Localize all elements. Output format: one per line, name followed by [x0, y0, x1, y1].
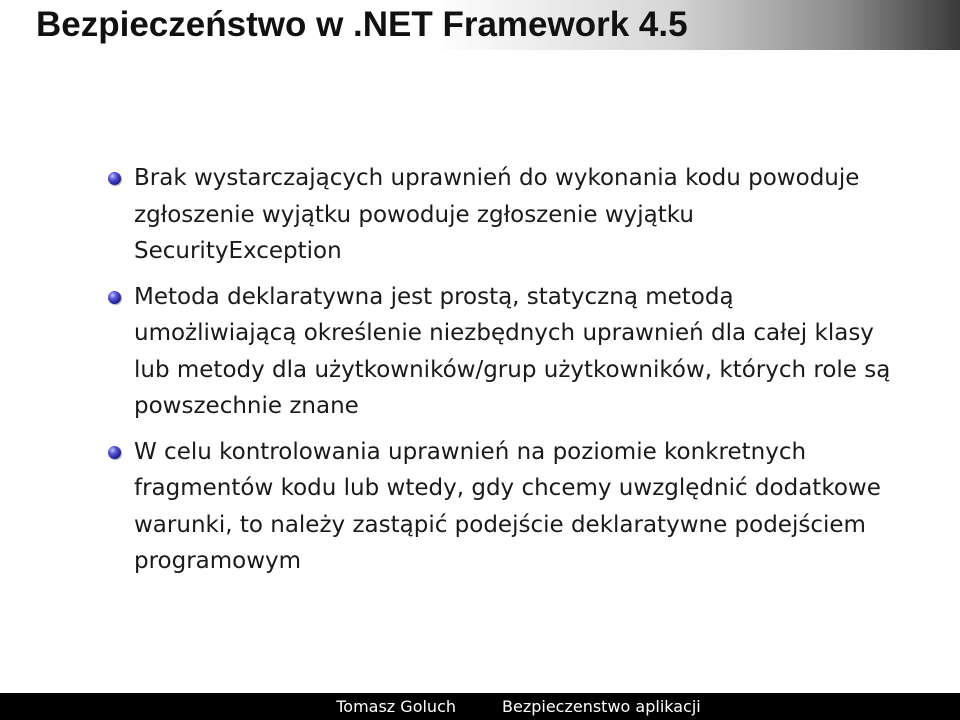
footer-course: Bezpieczenstwo aplikacji: [480, 693, 960, 720]
bullet-text-2: Metoda deklaratywna jest prostą, statyczną metodą umożliwiającą określenie niezbędnych uprawnień dla całej klasy lub metody dla użytkowników/grup użytkowników, których role są powszechnie znane: [134, 283, 891, 419]
slide-header: [0, 0, 960, 50]
bullet-item-2: [100, 279, 900, 425]
bullet-sphere-icon: [108, 291, 121, 304]
bullet-list: [100, 160, 900, 589]
slide-title: Bezpieczeństwo w .NET Framework 4.5: [36, 5, 688, 44]
bullet-sphere-icon: [108, 172, 121, 185]
footer-author: Tomasz Goluch: [0, 693, 480, 720]
bullet-item-3: [100, 434, 900, 580]
bullet-text-3: W celu kontrolowania uprawnień na poziomie konkretnych fragmentów kodu lub wtedy, gdy chcemy uwzględnić dodatkowe warunki, to należy zastąpić podejście deklaratywne podejściem programowym: [134, 438, 881, 574]
bullet-sphere-icon: [108, 446, 121, 459]
bullet-text-1: Brak wystarczających uprawnień do wykonania kodu powoduje zgłoszenie wyjątku powoduje zgłoszenie wyjątku SecurityException: [134, 165, 860, 264]
slide-footer: [0, 693, 960, 720]
bullet-item-1: [100, 160, 900, 270]
